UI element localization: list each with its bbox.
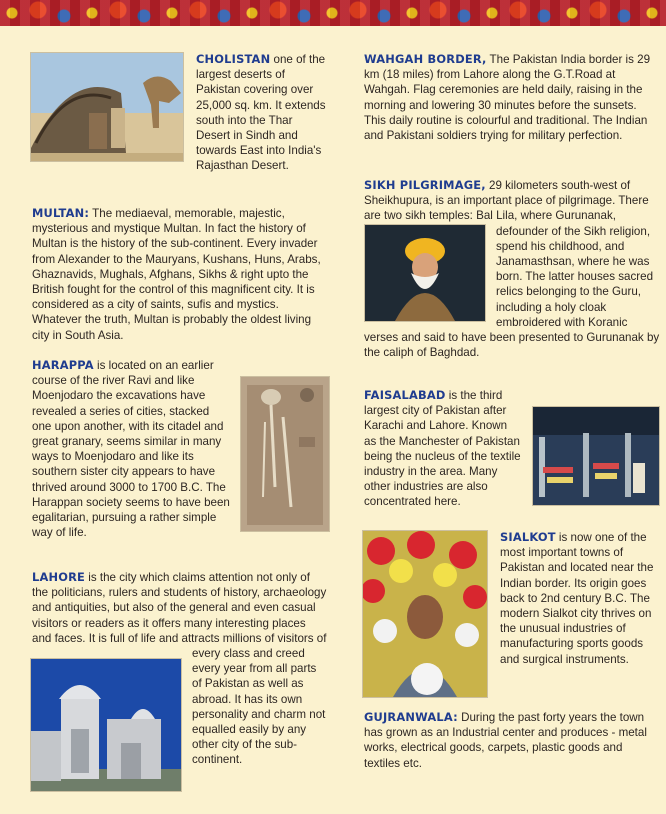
entry-faisalabad [364, 388, 660, 510]
gujranwala-text: During the past forty years the town has grown as an Industrial center and produces - metal works, electrical goods, carpets, plastic goods and textiles etc. [364, 711, 647, 770]
lahore-heading: LAHORE [32, 570, 86, 584]
harappa-text: is located on an earlier course of the river Ravi and like Moenjodaro the excavations have revealed a series of cities, stacked one upon another, with its citadel and great granary, seems similar in many ways to Moenjodaro and like its southern sister city appears to have thrived around 3000 to 1700 B.C. The Harappan society seems to have been egalitarian, pursuing a rather simple way of life. [32, 359, 230, 540]
entry-sialkot [364, 530, 660, 702]
entry-cholistan [32, 52, 328, 174]
lahore-text: is the city which claims attention not only of the politicians, rulers and students of history, archaeology and antiquities, but also of the general and even casual visitors or readers as it offers many interesting places and faces. It is full of life and attracts millions of visitors of every class and creed every year from all parts of Pakistan as well as abroad. It has its own personality and charm not equalled easily by any other city of the sub-continent. [32, 571, 327, 767]
football-worker-photo [362, 530, 488, 698]
sialkot-heading: SIALKOT [500, 530, 556, 544]
entry-harappa [32, 358, 328, 540]
sikh-text: 29 kilometers south-west of Sheikhupura, is an important place of pilgrimage. There are two sikh temples: Bal Lila, where Gurunanak, defounder of the Sikh religion, spend his childhood, and Janamasthsan, where he was born. The latter houses sacred relics belonging to the Guru, including a holy cloak embroidered with Koranic verses and said to have been presented to Gurunanak by the caliph of Baghdad. [364, 179, 660, 360]
textile-factory-photo [532, 406, 660, 506]
entry-sikh-pilgrimage [364, 178, 660, 360]
faisalabad-heading: FAISALABAD [364, 388, 446, 402]
entry-wahgah-border [364, 52, 660, 143]
camel-desert-photo [30, 52, 184, 162]
multan-heading: MULTAN: [32, 206, 90, 220]
wahgah-heading: WAHGAH BORDER, [364, 52, 487, 66]
harappa-heading: HARAPPA [32, 358, 94, 372]
cholistan-text: one of the largest deserts of Pakistan covering over 25,000 sq. km. It extends south into the Thar Desert in Sindh and towards East into India's Rajasthan Desert. [196, 53, 326, 173]
lahore-fort-photo [30, 658, 182, 792]
sikh-heading: SIKH PILGRIMAGE, [364, 178, 486, 192]
cholistan-heading: CHOLISTAN [196, 52, 271, 66]
entry-gujranwala [364, 710, 660, 771]
multan-text: The mediaeval, memorable, majestic, mysterious and mystique Multan. In fact the history of Multan is the history of the sub-continent. Every invader from Alexander to the Mauryans, Kushans, Huns, Arabs, Ghaznavids, Mughals, Afghans, Sikhs & right upto the British fought for the control of this magnificent city. It is considered as a city of saints, sufis and mystics. Whatever the truth, Multan is probably the oldest living city in South Asia. [32, 207, 321, 342]
entry-lahore [32, 570, 328, 796]
wahgah-text: The Pakistan India border is 29 km (18 miles) from Lahore along the G.T.Road at Wahgah. Flag ceremonies are held daily, raising in the morning and lowering 30 minutes before the sunsets. This daily routine is colourful and traditional. The Indian and Pakistani soldiers trying for military perfection. [364, 53, 651, 143]
gujranwala-heading: GUJRANWALA: [364, 710, 458, 724]
guru-nanak-portrait [364, 224, 486, 322]
decorative-banner [0, 0, 666, 26]
excavation-skeleton-photo [240, 376, 330, 532]
faisalabad-text: is the third largest city of Pakistan after Karachi and Lahore. Known as the Manchester of Pakistan being the nucleus of the textile industry in the area. Many other industries are also concentrated here. [364, 389, 521, 509]
entry-multan [32, 206, 328, 343]
sialkot-text: is now one of the most important towns of Pakistan and located near the Indian border. Its origin goes back to 2nd century B.C. The modern Sialkot city thrives on the unusual industries of manufacturing sports goods and surgical instruments. [500, 531, 654, 666]
